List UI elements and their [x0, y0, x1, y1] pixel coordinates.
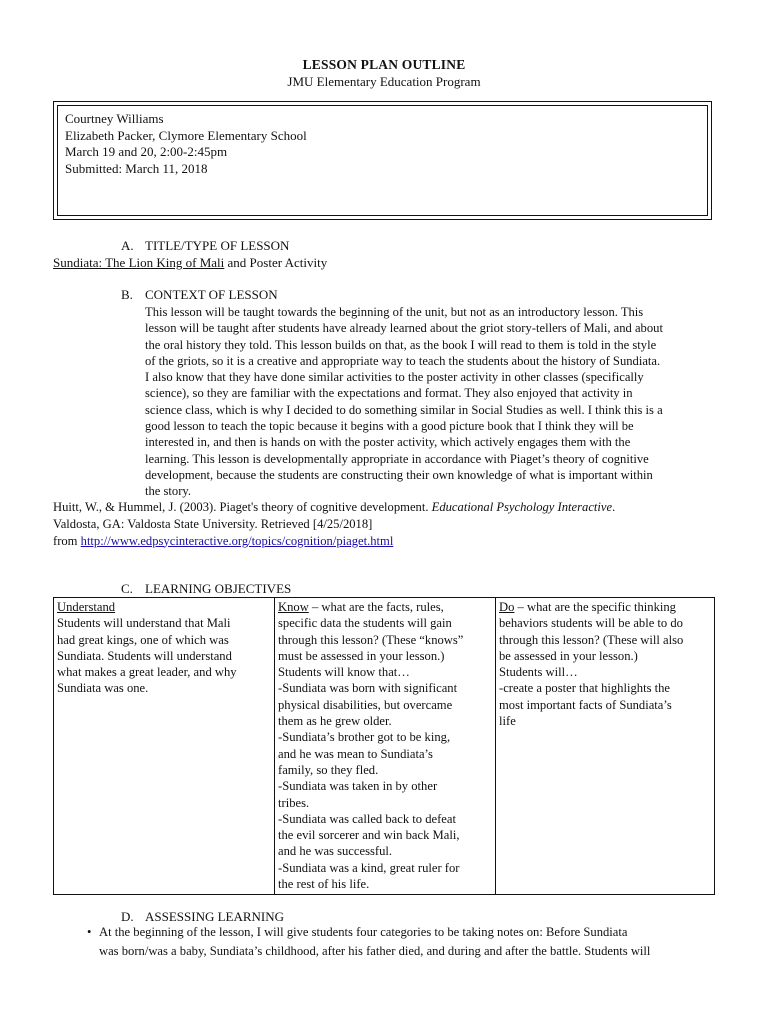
know-line: specific data the students will gain [278, 616, 452, 631]
know-line: the rest of his life. [278, 877, 370, 892]
know-line: family, so they fled. [278, 762, 379, 777]
do-line: life [499, 714, 516, 729]
lesson-dates: March 19 and 20, 2:00-2:45pm [65, 144, 228, 159]
know-line: physical disabilities, but overcame [278, 697, 453, 712]
cooperating-teacher: Elizabeth Packer, Clymore Elementary School [65, 127, 307, 143]
know-line: the evil sorcerer and win back Mali, [278, 828, 460, 843]
know-line: them as he grew older. [278, 714, 392, 729]
context-line: science), so they are familiar with the expectations and format. They also enjoyed that activity in [145, 386, 633, 401]
reference-authors: Huitt, W., & Hummel, J. (2003). Piaget's theory of cognitive development. [53, 500, 432, 514]
assessment-line-1: At the beginning of the lesson, I will give students four categories to be taking notes on: Before Sundiata [99, 925, 628, 939]
do-line: most important facts of Sundiata’s [499, 697, 672, 712]
lesson-title-rest: and Poster Activity [224, 255, 328, 270]
understand-line: Students will understand that Mali [57, 616, 231, 631]
assessment-line-2: was born/was a baby, Sundiata’s childhood, after his father died, and during and after the battle. Students will [99, 944, 651, 958]
know-line: -Sundiata was called back to defeat [278, 811, 456, 826]
understand-cell [54, 598, 275, 895]
understand-line: what makes a great leader, and why [57, 665, 237, 680]
context-line: good lesson to teach the topic because it begins with a good picture book that I think they will be [145, 419, 634, 434]
section-c-title: LEARNING OBJECTIVES [145, 581, 292, 596]
know-line: -Sundiata was taken in by other [278, 779, 438, 794]
context-paragraph [145, 304, 715, 500]
know-line: and he was mean to Sundiata’s [278, 746, 433, 761]
context-line: science class, which is why I decided to do something similar in Social Studies as well. I think this is a [145, 402, 663, 417]
section-a-title: TITLE/TYPE OF LESSON [145, 238, 290, 253]
know-label: Know [278, 600, 309, 614]
bullet-icon: • [87, 925, 92, 939]
reference-period: . [612, 500, 616, 514]
understand-label: Understand [57, 600, 116, 614]
understand-line: had great kings, one of which was [57, 632, 229, 647]
context-line: of the griots, so it is a creative and appropriate way to teach the students about the history of Sundiata. [145, 353, 661, 368]
info-box-inner-border [57, 105, 708, 216]
submitted-date: Submitted: March 11, 2018 [65, 160, 208, 176]
author-name: Courtney Williams [65, 111, 164, 126]
know-line: -Sundiata was a kind, great ruler for [278, 860, 460, 875]
do-line: behaviors students will be able to do [499, 616, 683, 631]
know-line: and he was successful. [278, 844, 393, 859]
know-line: Students will know that… [278, 665, 410, 680]
do-line: Students will… [499, 665, 578, 680]
know-line: must be assessed in your lesson.) [278, 648, 445, 663]
context-line: I also know that they have done similar activities to the poster activity in other classes (specifically [145, 370, 644, 385]
section-b-title: CONTEXT OF LESSON [145, 287, 278, 302]
context-line: This lesson will be taught towards the beginning of the unit, but not as an introductory lesson. This [145, 305, 644, 319]
reference-line-2: Valdosta, GA: Valdosta State University. Retrieved [4/25/2018] [53, 516, 373, 531]
context-line: development, because the students are constructing their own knowledge of what is important within [145, 467, 653, 482]
context-line: learning. This lesson is developmentally appropriate in accordance with Piaget’s theory of cognitive [145, 451, 649, 466]
section-a-letter: A. [121, 238, 134, 253]
context-line: interested in, and then is hands on with the poster activity, which actively engages them with the [145, 435, 631, 450]
know-label-rest: – what are the facts, rules, [308, 600, 444, 614]
learning-objectives-table [53, 597, 715, 895]
reference-journal: Educational Psychology Interactive [431, 500, 613, 514]
table-row [54, 598, 715, 895]
do-line: through this lesson? (These will also [499, 632, 684, 647]
page-title: LESSON PLAN OUTLINE [302, 57, 466, 72]
reference-line-1 [53, 499, 733, 516]
know-line: -Sundiata’s brother got to be king, [278, 730, 451, 745]
context-line: the story. [145, 484, 192, 499]
understand-line: Sundiata. Students will understand [57, 648, 232, 663]
know-cell [275, 598, 496, 895]
reference-line-3 [53, 533, 733, 550]
section-c-heading [121, 581, 291, 597]
do-label-rest: – what are the specific thinking [514, 600, 676, 614]
section-b-letter: B. [121, 287, 133, 302]
context-line: the oral history they told. This lesson builds on that, as the book I will read to them is told in the style [145, 337, 657, 352]
do-label: Do [499, 600, 515, 614]
info-box-lines [65, 111, 307, 177]
page-subtitle: JMU Elementary Education Program [287, 74, 481, 89]
reference-from: from [53, 533, 81, 548]
section-b-heading [121, 287, 278, 303]
do-line: -create a poster that highlights the [499, 681, 671, 696]
info-box [53, 101, 712, 220]
know-line: -Sundiata was born with significant [278, 681, 458, 696]
know-line: through this lesson? (These “knows” [278, 632, 464, 647]
lesson-title-book: Sundiata: The Lion King of Mali [53, 255, 225, 270]
reference-link[interactable]: http://www.edpsycinteractive.org/topics/cognition/piaget.html [80, 533, 394, 548]
section-c-letter: C. [121, 581, 133, 596]
understand-line: Sundiata was one. [57, 681, 149, 696]
do-line: be assessed in your lesson.) [499, 648, 638, 663]
lesson-title-line [53, 255, 327, 271]
reference-citation [53, 499, 733, 549]
do-cell [496, 598, 715, 895]
know-line: tribes. [278, 795, 310, 810]
context-line: lesson will be taught after students have already learned about the griot story-tellers of Mali, and about [145, 321, 663, 336]
section-a-heading [121, 238, 289, 254]
section-d-letter: D. [121, 909, 134, 924]
section-d-title: ASSESSING LEARNING [145, 909, 285, 924]
